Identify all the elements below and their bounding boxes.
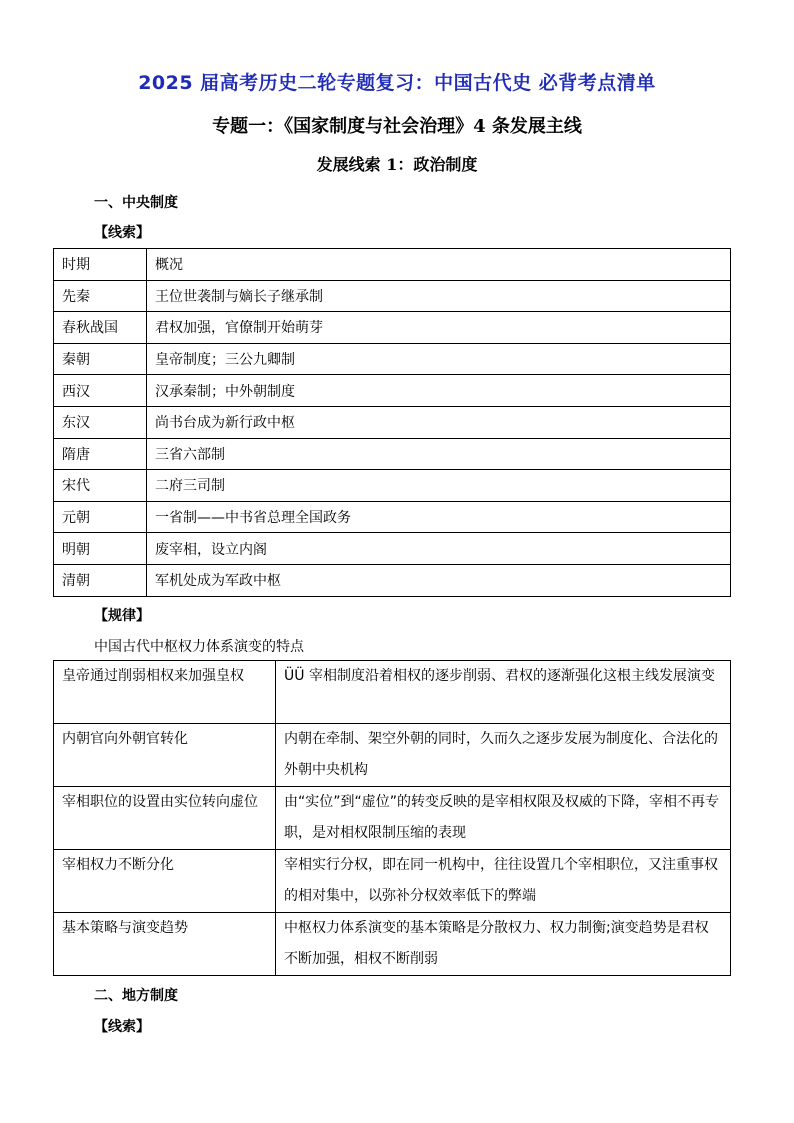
overview-cell: 王位世袭制与嫡长子继承制 <box>147 280 731 312</box>
rule-feature-cell: 宰相职位的设置由实位转向虚位 <box>54 787 276 850</box>
rule-explanation-cell: 内朝在牵制、架空外朝的同时，久而久之逐步发展为制度化、合法化的外朝中央机构 <box>276 724 731 787</box>
thread-title: 发展线索 1：政治制度 <box>316 155 478 174</box>
table-row <box>54 343 731 375</box>
rule-explanation-cell: 中枢权力体系演变的基本策略是分散权力、权力制衡;演变趋势是君权不断加强，相权不断削弱 <box>276 913 731 976</box>
central-system-table <box>53 248 731 597</box>
table-row <box>54 280 731 312</box>
section1-rule-tag: 【规律】 <box>94 608 150 624</box>
document-title: 2025 届高考历史二轮专题复习：中国古代史 必背考点清单 <box>138 72 656 94</box>
table-row <box>54 438 731 470</box>
rule-explanation-cell: 由“实位”到“虚位”的转变反映的是宰相权限及权威的下降，宰相不再专职，是对相权限制压缩的表现 <box>276 787 731 850</box>
topic-subtitle: 专题一：《国家制度与社会治理》4 条发展主线 <box>212 116 582 137</box>
period-cell: 秦朝 <box>54 343 147 375</box>
table-header-row <box>54 249 731 281</box>
period-cell: 宋代 <box>54 470 147 502</box>
table-row <box>54 470 731 502</box>
period-cell: 先秦 <box>54 280 147 312</box>
overview-cell: 汉承秦制；中外朝制度 <box>147 375 731 407</box>
overview-cell: 皇帝制度；三公九卿制 <box>147 343 731 375</box>
table-row <box>54 533 731 565</box>
rule-row <box>54 850 731 913</box>
section1-heading: 一、中央制度 <box>94 195 178 211</box>
overview-cell: 军机处成为军政中枢 <box>147 564 731 596</box>
overview-cell: 君权加强，官僚制开始萌芽 <box>147 312 731 344</box>
section2-clue-tag: 【线索】 <box>94 1019 150 1035</box>
rule-explanation-cell: ÜÜ 宰相制度沿着相权的逐步削弱、君权的逐渐强化这根主线发展演变 <box>276 661 731 724</box>
overview-cell: 尚书台成为新行政中枢 <box>147 406 731 438</box>
period-cell: 时期 <box>54 249 147 281</box>
table-row <box>54 375 731 407</box>
rule-feature-cell: 皇帝通过削弱相权来加强皇权 <box>54 661 276 724</box>
table-row <box>54 312 731 344</box>
period-cell: 隋唐 <box>54 438 147 470</box>
period-cell: 清朝 <box>54 564 147 596</box>
overview-cell: 二府三司制 <box>147 470 731 502</box>
table-row <box>54 564 731 596</box>
rule-row <box>54 724 731 787</box>
overview-cell: 三省六部制 <box>147 438 731 470</box>
rule-row <box>54 787 731 850</box>
rule-explanation-cell: 宰相实行分权，即在同一机构中，往往设置几个宰相职位，又注重事权的相对集中，以弥补分权效率低下的弊端 <box>276 850 731 913</box>
period-cell: 元朝 <box>54 501 147 533</box>
overview-cell: 一省制——中书省总理全国政务 <box>147 501 731 533</box>
table-row <box>54 406 731 438</box>
section2-heading: 二、地方制度 <box>94 988 178 1004</box>
rule-row <box>54 913 731 976</box>
rule-feature-cell: 宰相权力不断分化 <box>54 850 276 913</box>
rule-feature-cell: 基本策略与演变趋势 <box>54 913 276 976</box>
rule-feature-cell: 内朝官向外朝官转化 <box>54 724 276 787</box>
overview-cell: 概况 <box>147 249 731 281</box>
table-row <box>54 501 731 533</box>
period-cell: 西汉 <box>54 375 147 407</box>
overview-cell: 废宰相，设立内阁 <box>147 533 731 565</box>
rules-table <box>53 660 731 976</box>
period-cell: 明朝 <box>54 533 147 565</box>
rule-intro: 中国古代中枢权力体系演变的特点 <box>94 639 304 655</box>
section1-clue-tag: 【线索】 <box>94 225 150 241</box>
period-cell: 东汉 <box>54 406 147 438</box>
period-cell: 春秋战国 <box>54 312 147 344</box>
rule-row <box>54 661 731 724</box>
